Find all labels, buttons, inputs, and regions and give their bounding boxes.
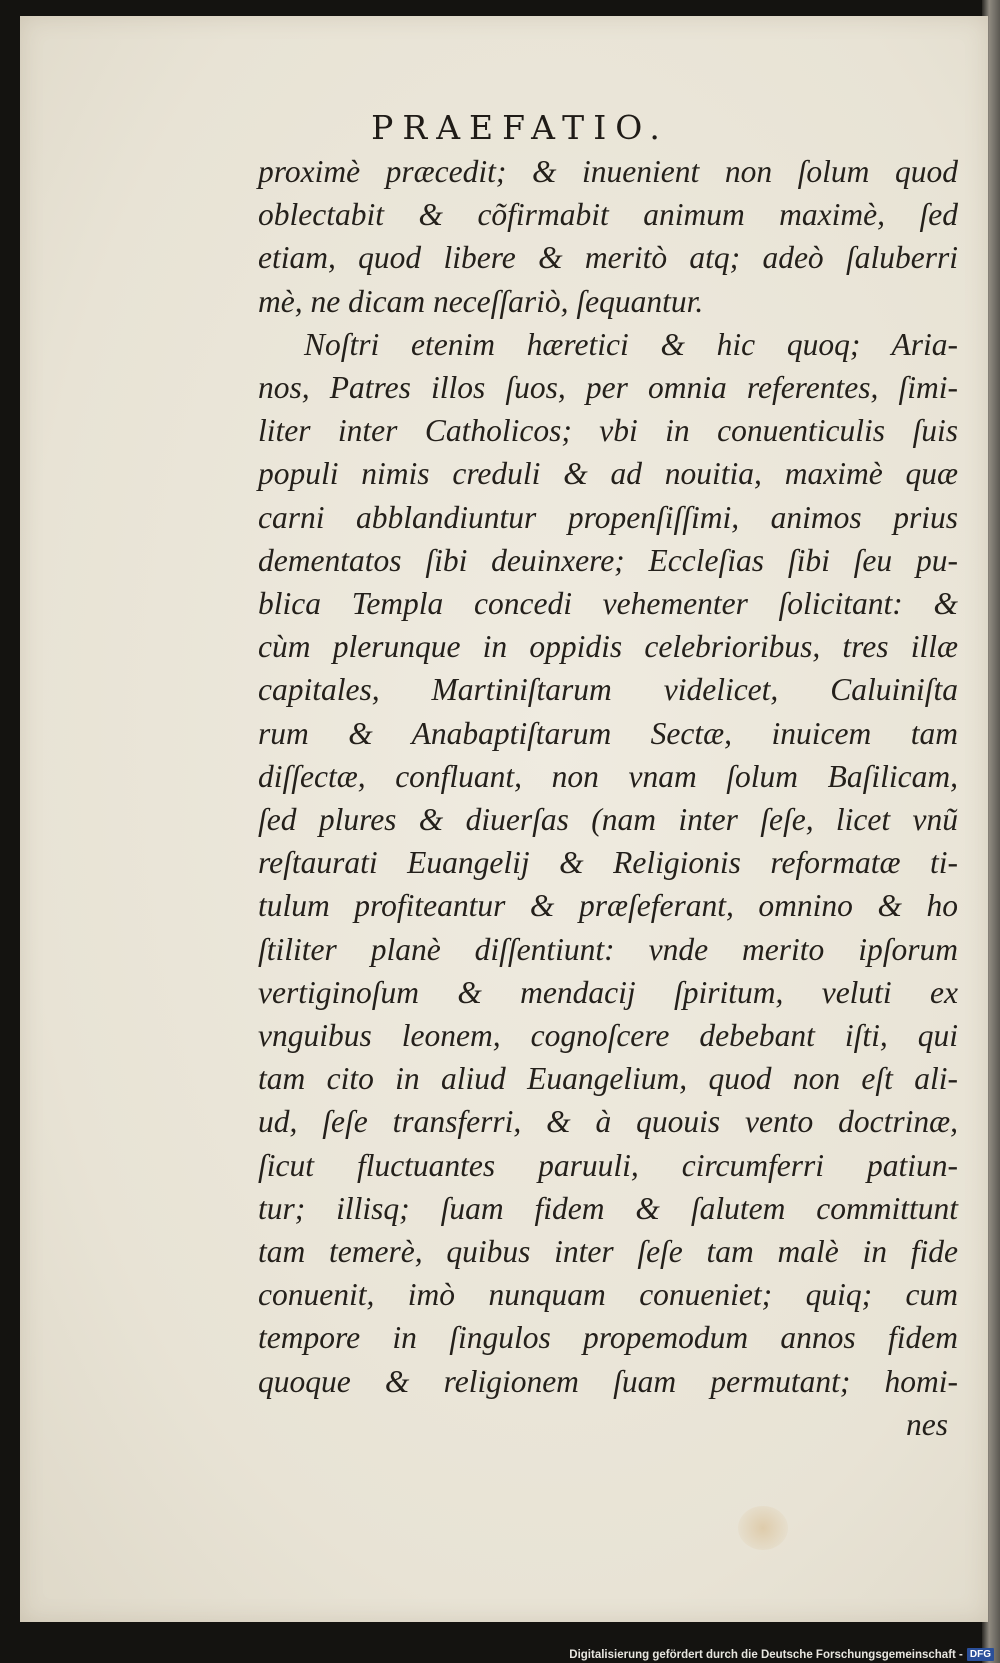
page-header: PRAEFATIO. bbox=[371, 108, 669, 147]
text-line: oblectabit & cõfirmabit animum maximè, ſed bbox=[258, 197, 958, 233]
text-line: tam cito in aliud Euangelium, quod non eſt ali- bbox=[258, 1061, 958, 1097]
text-line: tempore in ſingulos propemodum annos fidem bbox=[258, 1320, 958, 1356]
text-line: ud, ſeſe transferri, & à quouis vento doctrinæ, bbox=[258, 1104, 958, 1140]
text-line: diſſectæ, confluant, non vnam ſolum Baſilicam, bbox=[258, 758, 958, 794]
text-line: tam temerè, quibus inter ſeſe tam malè in fide bbox=[258, 1234, 958, 1270]
text-line: proximè præcedit; & inuenient non ſolum quod bbox=[258, 154, 958, 189]
text-line: quoque & religionem ſuam permutant; homi- bbox=[258, 1363, 958, 1399]
text-line: ſicut fluctuantes paruuli, circumferri patiun- bbox=[258, 1147, 958, 1183]
catchword: nes bbox=[906, 1406, 948, 1442]
digitization-credit bbox=[569, 1648, 994, 1661]
text-line: nos, Patres illos ſuos, per omnia referentes, ſimi- bbox=[258, 370, 958, 406]
text-line: ſed plures & diuerſas (nam inter ſeſe, licet vnũ bbox=[258, 802, 958, 838]
text-line: carni abblandiuntur propenſiſſimi, animos prius bbox=[258, 499, 958, 535]
dfg-logo: DFG bbox=[967, 1648, 994, 1661]
text-line: blica Templa concedi vehementer ſolicitant: & bbox=[258, 586, 958, 622]
text-line: populi nimis creduli & ad nouitia, maximè quæ bbox=[258, 456, 958, 492]
text-line: mè, ne dicam neceſſariò, ſequantur. bbox=[258, 283, 704, 319]
text-line: cùm plerunque in oppidis celebrioribus, tres illæ bbox=[258, 629, 958, 665]
text-line: tur; illisq; ſuam fidem & ſalutem committunt bbox=[258, 1190, 958, 1226]
text-line: vnguibus leonem, cognoſcere debebant iſti, qui bbox=[258, 1018, 958, 1054]
text-line: Noſtri etenim hæretici & hic quoq; Aria- bbox=[304, 326, 958, 362]
credit-text: Digitalisierung gefördert durch die Deutsche Forschungsgemeinschaft - bbox=[569, 1648, 963, 1661]
text-line: reſtaurati Euangelij & Religionis reformatæ ti- bbox=[258, 845, 958, 881]
text-line: rum & Anabaptiſtarum Sectæ, inuicem tam bbox=[258, 715, 958, 751]
text-line: liter inter Catholicos; vbi in conuenticulis ſuis bbox=[258, 413, 958, 449]
text-line: tulum profiteantur & præſeferant, omnino & ho bbox=[258, 888, 958, 924]
text-line: conuenit, imò nunquam conueniet; quiq; cum bbox=[258, 1277, 958, 1313]
text-line: dementatos ſibi deuinxere; Eccleſias ſibi ſeu pu- bbox=[258, 542, 958, 578]
text-line: ſtiliter planè diſſentiunt: vnde merito ipſorum bbox=[258, 931, 958, 967]
text-line: etiam, quod libere & meritò atq; adeò ſaluberri bbox=[258, 240, 958, 276]
text-line: capitales, Martiniſtarum videlicet, Caluiniſta bbox=[258, 672, 958, 708]
body-text bbox=[258, 150, 958, 1446]
paper-stain bbox=[738, 1506, 788, 1550]
text-line: vertiginoſum & mendacij ſpiritum, veluti ex bbox=[258, 974, 958, 1010]
